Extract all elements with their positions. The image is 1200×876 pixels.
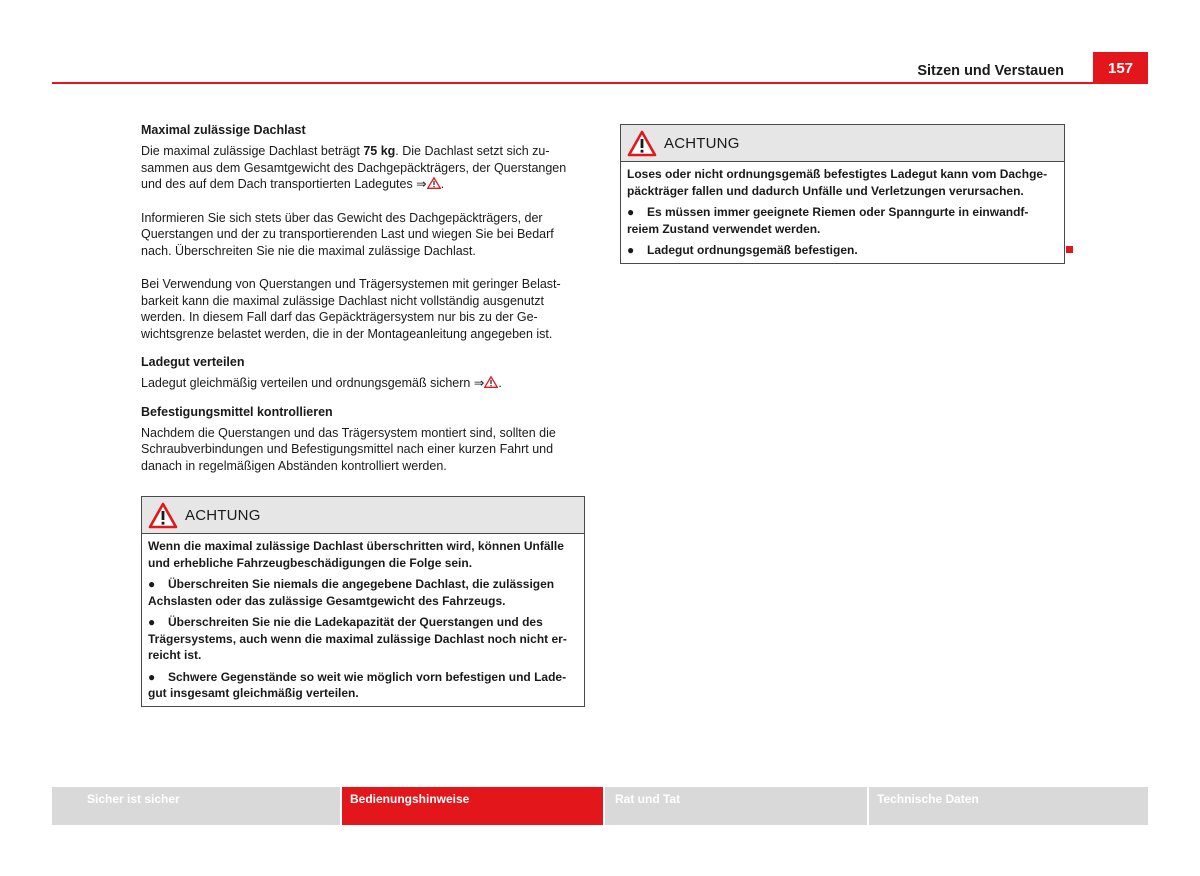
text-run: Schwere Gegenstände so weit wie möglich vorn befestigen und Lade- [168, 669, 567, 684]
warning-header [621, 125, 1064, 162]
paragraph-ladegut [141, 375, 581, 392]
warning-bullet-item [627, 204, 1058, 237]
footer-tab-technische-daten[interactable]: Technische Daten [869, 787, 1148, 825]
text-run: Überschreiten Sie nie die Ladekapazität der Querstangen und des [168, 615, 543, 629]
warning-box-dachlast [141, 496, 585, 707]
section-end-marker [1066, 246, 1073, 253]
footer-tab-sicher-ist-sicher[interactable]: Sicher ist sicher [52, 787, 340, 825]
text-run: Nachdem die Querstangen und das Trägersystem montiert sind, sollten die [141, 425, 556, 440]
page-number: 157 [1107, 59, 1134, 77]
bullet-icon: ● [627, 243, 635, 257]
warning-body [142, 534, 584, 706]
text-run: Informieren Sie sich stets über das Gewicht des Dachgepäckträgers, der [141, 210, 543, 225]
right-column [620, 124, 1065, 264]
page-number-badge [1093, 52, 1148, 84]
paragraph-dachlast-2 [141, 210, 581, 260]
text-run: gut insgesamt gleichmäßig verteilen. [148, 686, 359, 700]
warning-box-ladegut [620, 124, 1065, 264]
warning-triangle-icon[interactable] [427, 177, 441, 189]
warning-triangle-icon [148, 502, 178, 529]
text-run: Trägersystems, auch wenn die maximal zulässige Dachlast noch nicht er- [148, 631, 567, 646]
text-run: danach in regelmäßigen Abständen kontrolliert werden. [141, 458, 447, 473]
text-run: und erhebliche Fahrzeugbeschädigungen die Folge sein. [148, 555, 473, 570]
section-heading-ladegut: Ladegut verteilen [141, 355, 245, 369]
paragraph-dachlast-3 [141, 276, 581, 342]
text-run: sammen aus dem Gesamtgewicht des Dachgepäckträgers, der Querstangen [141, 160, 567, 175]
bullet-icon: ● [148, 669, 156, 684]
warning-body [621, 162, 1064, 263]
warning-header [142, 497, 584, 534]
text-run: päckträger fallen und dadurch Unfälle und Verletzungen verursachen. [627, 183, 1024, 198]
text-run: reiem Zustand verwendet werden. [627, 221, 821, 236]
footer-tab-rat-und-tat[interactable]: Rat und Tat [605, 787, 867, 825]
warning-bullet-item [148, 576, 578, 609]
warning-intro [627, 166, 1058, 199]
warning-bullet-item [148, 614, 578, 664]
footer-tab-bedienungshinweise[interactable]: Bedienungshinweise [342, 787, 603, 825]
text-run: wichtsgrenze belastet werden, die in der Montageanleitung angegeben ist. [141, 326, 553, 341]
text-run: Ladegut gleichmäßig verteilen und ordnungsgemäß sichern ⇒ [141, 376, 485, 390]
text-run: barkeit kann die maximal zulässige Dachlast nicht vollständig ausgenutzt [141, 293, 544, 308]
footer-navigation [52, 787, 1148, 825]
warning-bullet-item [148, 669, 578, 702]
bullet-icon: ● [148, 577, 156, 591]
warning-intro [148, 538, 578, 571]
text-run: Die maximal zulässige Dachlast beträgt [141, 144, 364, 158]
text-run: Bei Verwendung von Querstangen und Trägersystemen mit geringer Belast- [141, 277, 561, 291]
text-run: Schraubverbindungen und Befestigungsmittel nach einer kurzen Fahrt und [141, 442, 554, 456]
text-run: Achslasten oder das zulässige Gesamtgewicht des Fahrzeugs. [148, 593, 506, 608]
text-run: und des auf dem Dach transportierten Ladegutes ⇒ [141, 177, 427, 191]
warning-bullet-item [627, 242, 1058, 259]
header-divider [52, 82, 1148, 84]
warning-title: ACHTUNG [664, 134, 740, 152]
warning-title: ACHTUNG [185, 506, 261, 524]
text-run: Es müssen immer geeignete Riemen oder Spanngurte in einwandf- [647, 205, 1029, 219]
text-run: Ladegut ordnungsgemäß befestigen. [647, 243, 858, 257]
text-run: reicht ist. [148, 648, 202, 662]
warning-triangle-icon[interactable] [484, 376, 498, 388]
section-heading-dachlast: Maximal zulässige Dachlast [141, 123, 306, 137]
paragraph-befestigung [141, 425, 581, 475]
text-run: . [498, 376, 502, 390]
text-run-bold: 75 kg [363, 144, 396, 158]
text-run: . [440, 177, 445, 191]
text-run: nach. Überschreiten Sie nie die maximal zulässige Dachlast. [141, 243, 476, 258]
text-run: Loses oder nicht ordnungsgemäß befestigtes Ladegut kann vom Dachge- [627, 167, 1048, 181]
text-run: werden. In diesem Fall darf das Gepäckträgersystem nur bis zu der Ge- [141, 310, 538, 324]
warning-triangle-icon [627, 130, 657, 157]
chapter-title: Sitzen und Verstauen [917, 63, 1064, 79]
text-run: Überschreiten Sie niemals die angegebene Dachlast, die zulässigen [168, 577, 555, 591]
text-run: Wenn die maximal zulässige Dachlast überschritten wird, können Unfälle [148, 539, 564, 553]
bullet-icon: ● [627, 205, 635, 219]
left-column [141, 122, 581, 707]
text-run: Querstangen und der zu transportierenden Last und wiegen Sie bei Bedarf [141, 227, 554, 241]
bullet-icon: ● [148, 615, 156, 629]
text-run: . Die Dachlast setzt sich zu- [395, 144, 550, 158]
section-heading-befestigung: Befestigungsmittel kontrollieren [141, 404, 333, 419]
paragraph-dachlast-1 [141, 143, 581, 193]
